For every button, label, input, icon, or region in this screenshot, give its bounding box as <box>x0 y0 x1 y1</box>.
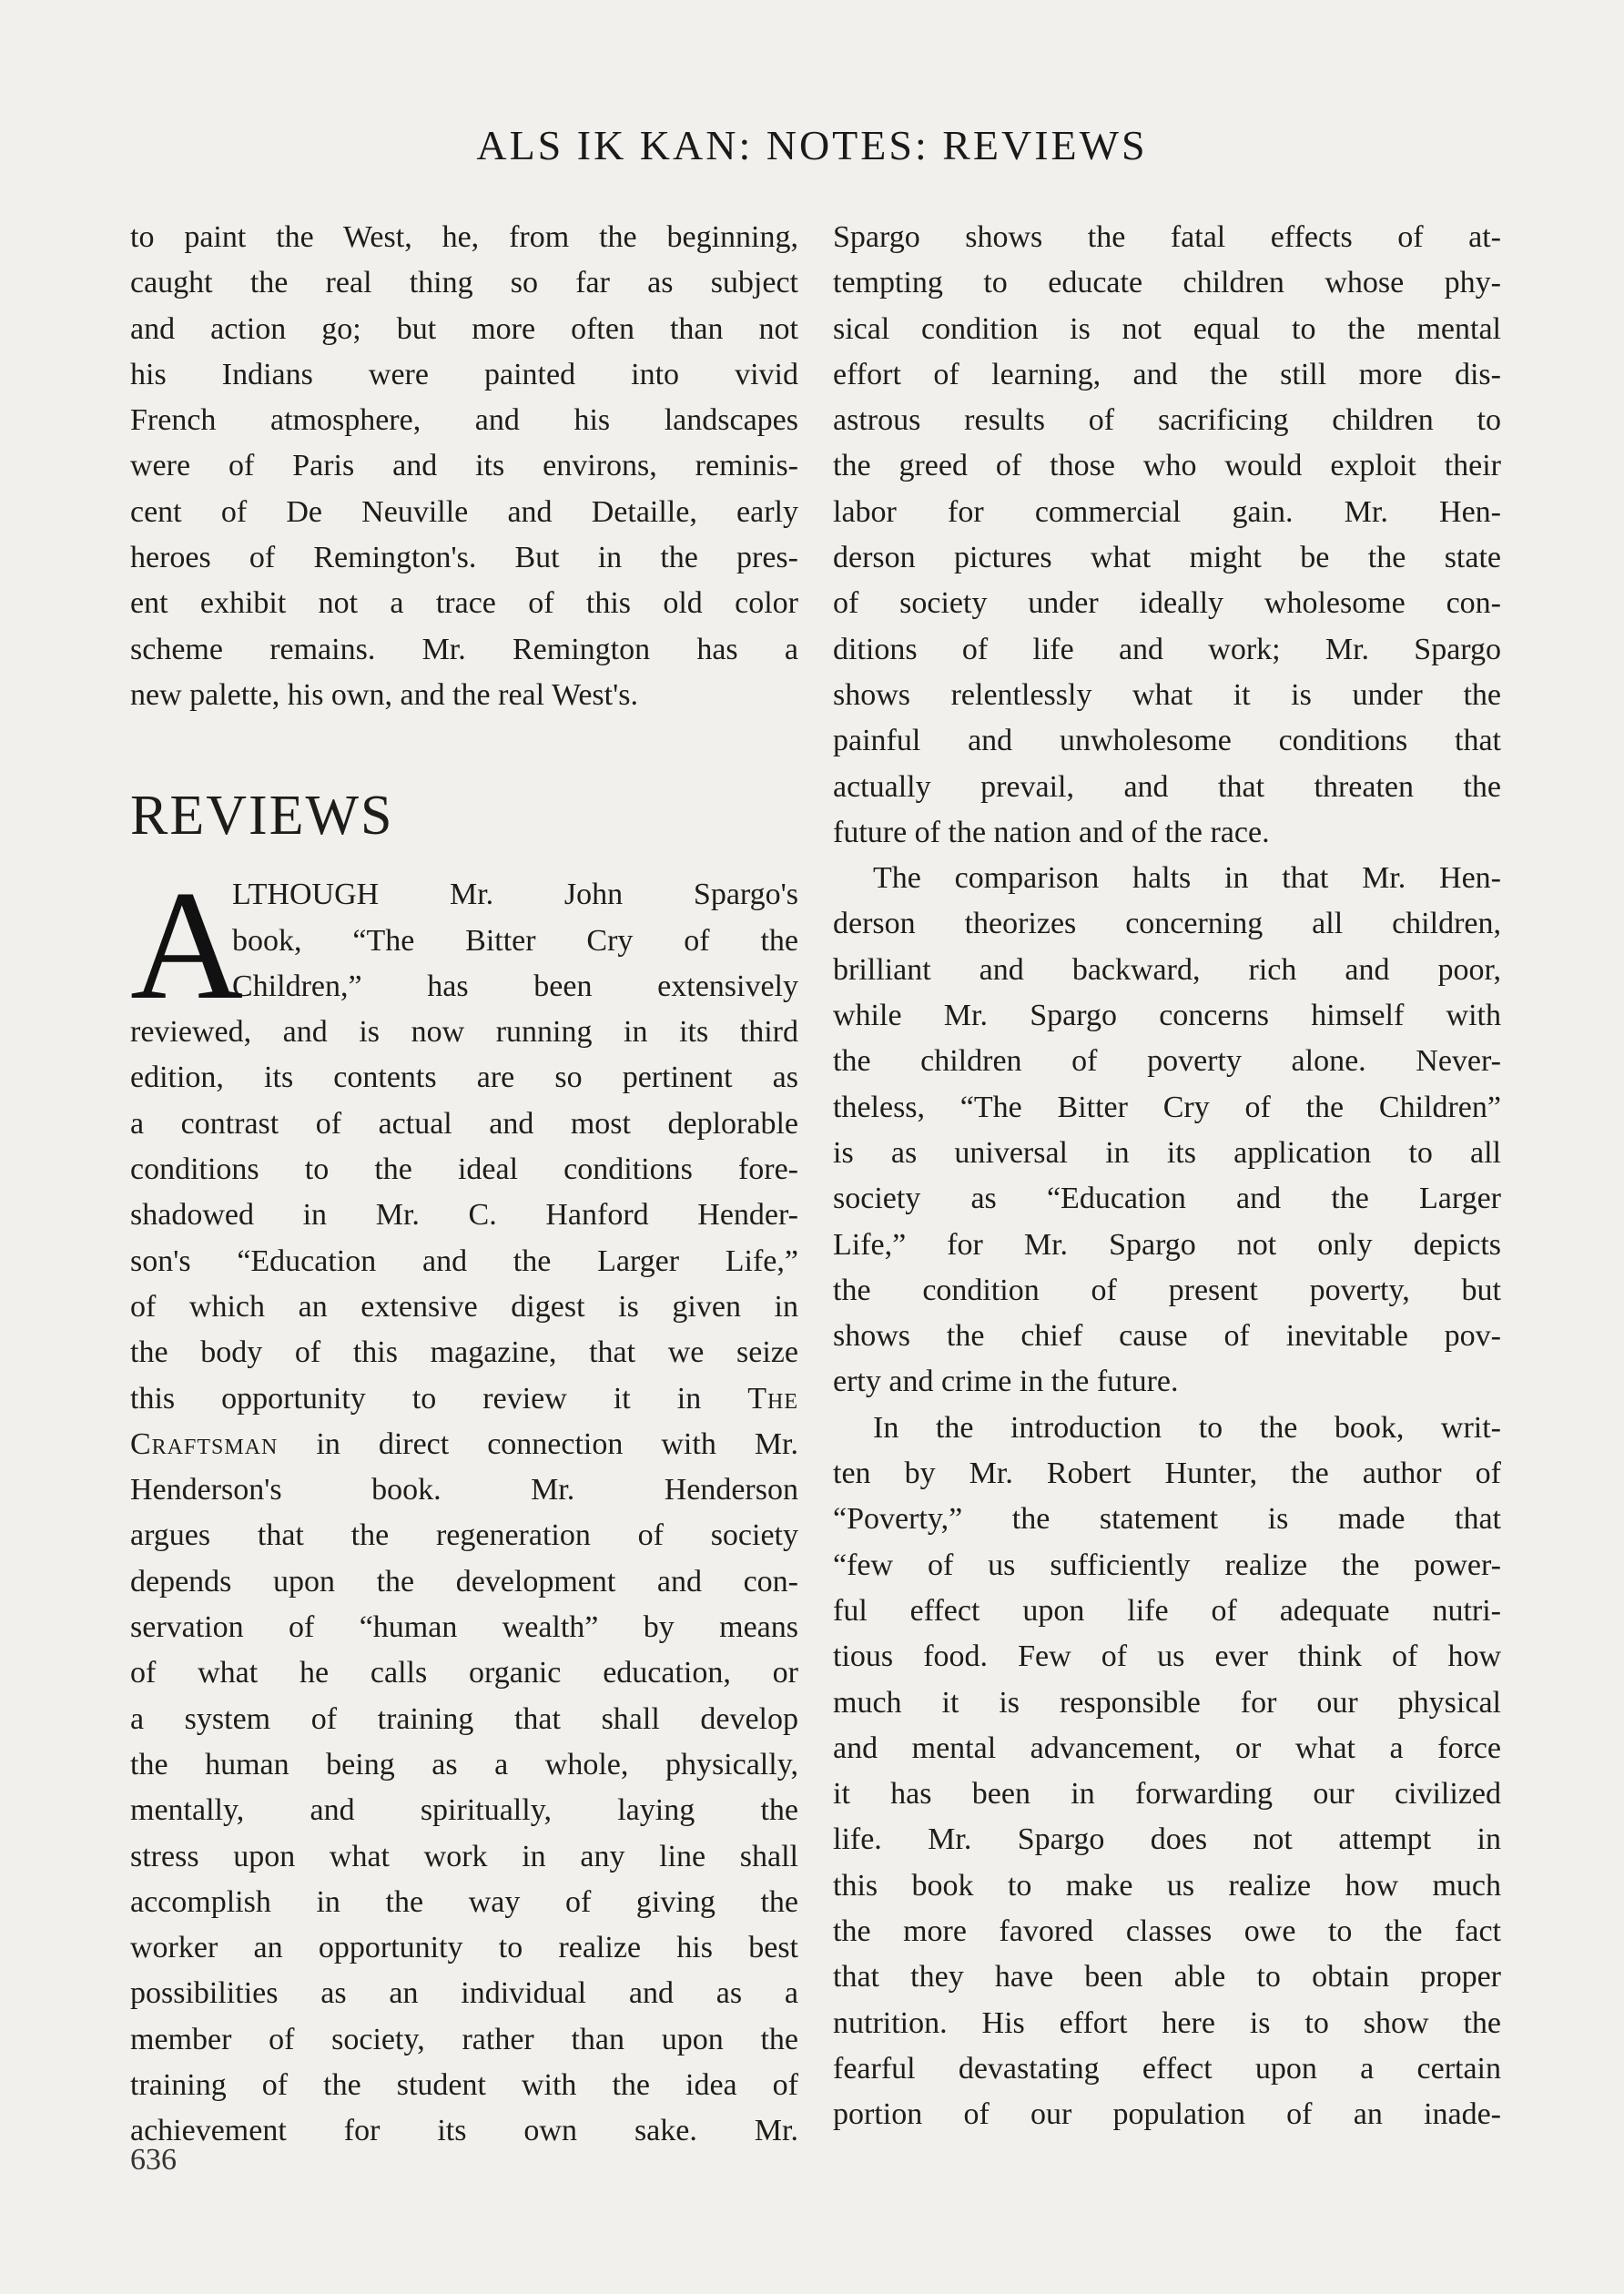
magazine-name-craftsman: Craftsman <box>130 1426 279 1461</box>
text-line: the greed of those who would exploit their <box>833 449 1501 483</box>
text-line: were of Paris and its environs, reminis- <box>130 449 798 483</box>
text-line: life. Mr. Spargo does not attempt in <box>833 1822 1501 1857</box>
text-line: ent exhibit not a trace of this old color <box>130 586 798 621</box>
text-line: conditions to the ideal conditions fore- <box>130 1152 798 1187</box>
text-line: Henderson's book. Mr. Henderson <box>130 1473 798 1507</box>
text-line: this book to make us realize how much <box>833 1868 1501 1903</box>
text-line: labor for commercial gain. Mr. Hen- <box>833 494 1501 529</box>
intro-paragraph <box>130 215 798 718</box>
text-line: depends upon the development and con- <box>130 1564 798 1599</box>
text-line: In the introduction to the book, writ- <box>873 1410 1501 1445</box>
text-line: derson pictures what might be the state <box>833 541 1501 575</box>
text-line: of society under ideally wholesome con- <box>833 586 1501 621</box>
left-column <box>130 215 798 2155</box>
text-line: of which an extensive digest is given in <box>130 1289 798 1324</box>
text-line: “Poverty,” the statement is made that <box>833 1502 1501 1537</box>
text-line <box>130 1422 798 1467</box>
line-text: in direct connection with Mr. <box>278 1426 798 1461</box>
text-line: fearful devastating effect upon a certain <box>833 2051 1501 2086</box>
text-line: cent of De Neuville and Detaille, early <box>130 494 798 529</box>
text-line: shadowed in Mr. C. Hanford Hender- <box>130 1198 798 1233</box>
text-line: scheme remains. Mr. Remington has a <box>130 632 798 666</box>
text-line: French atmosphere, and his landscapes <box>130 403 798 438</box>
text-line: portion of our population of an inade- <box>833 2097 1501 2132</box>
text-line: shows relentlessly what it is under the <box>833 677 1501 712</box>
text-line: the condition of present poverty, but <box>833 1273 1501 1307</box>
text-line: “few of us sufficiently realize the power- <box>833 1548 1501 1582</box>
text-line: possibilities as an individual and as a <box>130 1976 798 2011</box>
drop-cap: A <box>130 859 244 1033</box>
text-line: society as “Education and the Larger <box>833 1182 1501 1216</box>
text-line: effort of learning, and the still more dis- <box>833 357 1501 391</box>
section-heading: REVIEWS <box>130 785 394 848</box>
text-line: astrous results of sacrificing children to <box>833 403 1501 438</box>
text-line: the more favored classes owe to the fact <box>833 1913 1501 1948</box>
text-line: accomplish in the way of giving the <box>130 1884 798 1919</box>
text-line: Life,” for Mr. Spargo not only depicts <box>833 1227 1501 1262</box>
text-line <box>130 1376 798 1422</box>
text-line: the body of this magazine, that we seize <box>130 1335 798 1370</box>
text-line: ten by Mr. Robert Hunter, the author of <box>833 1457 1501 1491</box>
text-line: future of the nation and of the race. <box>833 815 1270 849</box>
text-line: actually prevail, and that threaten the <box>833 769 1501 804</box>
text-line: a system of training that shall develop <box>130 1701 798 1736</box>
text-line: tempting to educate children whose phy- <box>833 266 1501 300</box>
review-body <box>130 1010 798 2154</box>
text-line: nutrition. His effort here is to show the <box>833 2005 1501 2040</box>
text-line: ditions of life and work; Mr. Spargo <box>833 632 1501 666</box>
paragraph-2 <box>833 856 1501 1406</box>
text-line: a contrast of actual and most deplorable <box>130 1106 798 1141</box>
text-line: brilliant and backward, rich and poor, <box>833 952 1501 987</box>
text-line: much it is responsible for our physical <box>833 1685 1501 1720</box>
text-line: The comparison halts in that Mr. Hen- <box>873 861 1501 896</box>
text-line: achievement for its own sake. Mr. <box>130 2114 798 2148</box>
text-line: LTHOUGH Mr. John Spargo's <box>232 878 798 912</box>
text-line: derson theorizes concerning all children, <box>833 907 1501 941</box>
text-line: the children of poverty alone. Never- <box>833 1044 1501 1079</box>
text-line: edition, its contents are so pertinent as <box>130 1061 798 1095</box>
text-line: ful effect upon life of adequate nutri- <box>833 1593 1501 1628</box>
text-line: that they have been able to obtain proper <box>833 1960 1501 1995</box>
text-line: and mental advancement, or what a force <box>833 1731 1501 1765</box>
text-line: new palette, his own, and the real West's. <box>130 677 638 712</box>
text-line: the human being as a whole, physically, <box>130 1747 798 1781</box>
text-line: mentally, and spiritually, laying the <box>130 1793 798 1828</box>
text-line: theless, “The Bitter Cry of the Children” <box>833 1090 1501 1124</box>
text-line: argues that the regeneration of society <box>130 1518 798 1553</box>
text-line: shows the chief cause of inevitable pov- <box>833 1319 1501 1354</box>
paragraph-3 <box>833 1406 1501 2138</box>
text-line: sical condition is not equal to the mental <box>833 311 1501 346</box>
text-line: Spargo shows the fatal effects of at- <box>833 220 1501 254</box>
text-line: tious food. Few of us ever think of how <box>833 1639 1501 1674</box>
magazine-name-the: The <box>747 1381 798 1416</box>
text-line: stress upon what work in any line shall <box>130 1839 798 1873</box>
text-line: book, “The Bitter Cry of the <box>232 923 798 958</box>
page-number: 636 <box>130 2143 177 2177</box>
text-line: heroes of Remington's. But in the pres- <box>130 541 798 575</box>
text-line: and action go; but more often than not <box>130 311 798 346</box>
text-line: member of society, rather than upon the <box>130 2022 798 2056</box>
text-line: is as universal in its application to all <box>833 1135 1501 1170</box>
right-column <box>833 215 1501 2137</box>
text-line: worker an opportunity to realize his best <box>130 1931 798 1965</box>
text-line: Children,” has been extensively <box>232 969 798 1003</box>
text-line: to paint the West, he, from the beginning, <box>130 220 798 254</box>
text-line: son's “Education and the Larger Life,” <box>130 1243 798 1278</box>
text-line: training of the student with the idea of <box>130 2067 798 2102</box>
text-line: erty and crime in the future. <box>833 1365 1179 1399</box>
text-line: reviewed, and is now running in its third <box>130 1015 798 1050</box>
text-line: servation of “human wealth” by means <box>130 1610 798 1645</box>
text-line: of what he calls organic education, or <box>130 1656 798 1690</box>
text-line: his Indians were painted into vivid <box>130 357 798 391</box>
line-text: this opportunity to review it in <box>130 1381 748 1416</box>
text-line: it has been in forwarding our civilized <box>833 1777 1501 1812</box>
paragraph-1 <box>833 215 1501 856</box>
text-line: painful and unwholesome conditions that <box>833 724 1501 758</box>
running-head: ALS IK KAN: NOTES: REVIEWS <box>476 122 1148 168</box>
text-line: caught the real thing so far as subject <box>130 266 798 300</box>
text-line: while Mr. Spargo concerns himself with <box>833 999 1501 1033</box>
